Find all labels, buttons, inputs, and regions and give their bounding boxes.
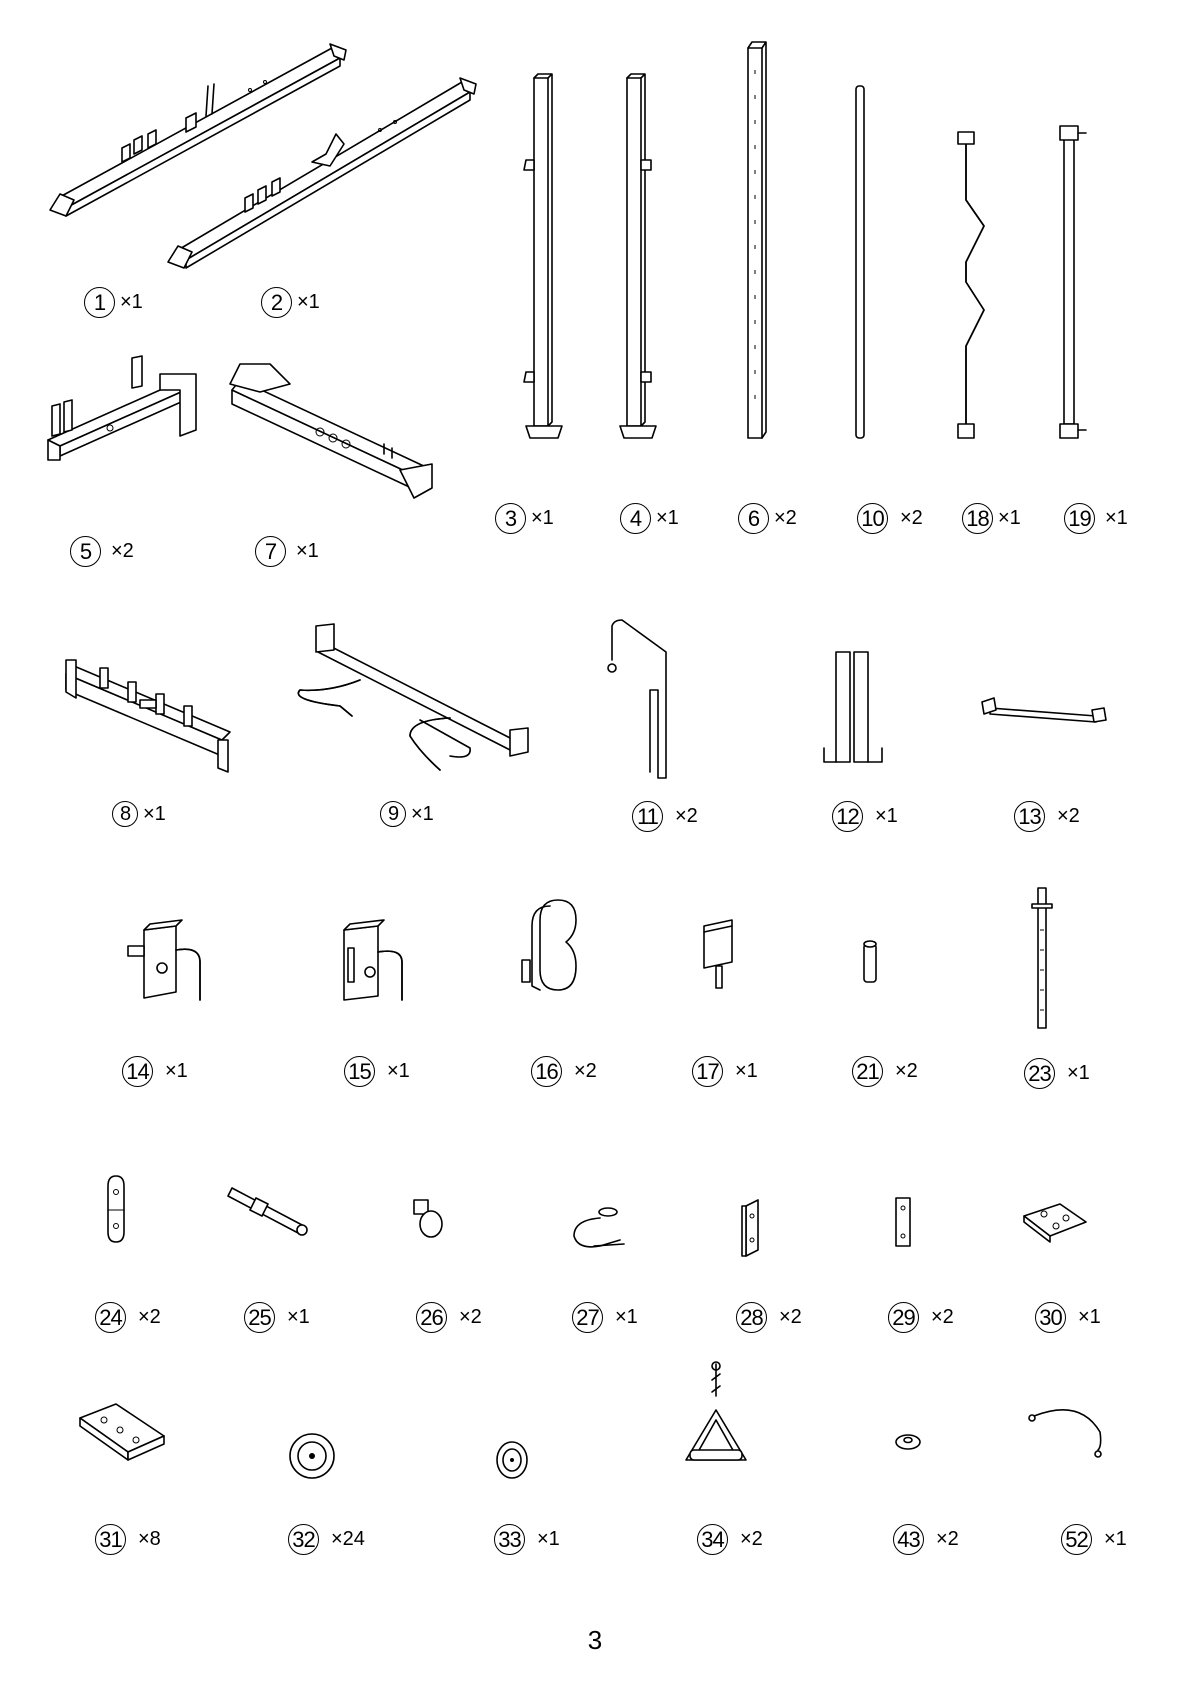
part-label [736, 1302, 802, 1333]
part-quantity: ×8 [138, 1528, 161, 1550]
part-16-drawing [522, 900, 576, 990]
part-quantity: ×2 [774, 507, 797, 529]
part-number: 25 [244, 1302, 275, 1333]
part-number: 13 [1014, 801, 1045, 832]
part-label [122, 1056, 188, 1087]
part-27-drawing [574, 1208, 624, 1247]
part-label [692, 1056, 758, 1087]
part-number: 24 [95, 1302, 126, 1333]
part-quantity: ×1 [1078, 1306, 1101, 1328]
part-34-drawing [686, 1362, 746, 1460]
part-label [962, 503, 1021, 534]
part-label [857, 503, 923, 534]
part-label [495, 503, 554, 534]
part-8-drawing [66, 660, 230, 772]
part-label [344, 1056, 410, 1087]
part-label [84, 287, 143, 318]
part-number: 7 [255, 536, 286, 567]
part-label [697, 1524, 763, 1555]
part-19-drawing [1060, 126, 1086, 438]
part-label [416, 1302, 482, 1333]
part-number: 2 [261, 287, 292, 318]
part-quantity: ×1 [1104, 1528, 1127, 1550]
part-12-drawing [824, 652, 882, 762]
part-quantity: ×1 [615, 1306, 638, 1328]
part-label [70, 536, 134, 567]
part-label [1061, 1524, 1127, 1555]
part-label [380, 801, 434, 827]
part-label [738, 503, 797, 534]
part-quantity: ×1 [143, 802, 166, 825]
part-number: 8 [112, 801, 138, 827]
part-number: 23 [1024, 1058, 1055, 1089]
part-label [244, 1302, 310, 1333]
part-number: 34 [697, 1524, 728, 1555]
part-label [255, 536, 319, 567]
part-label [1014, 801, 1080, 832]
part-label [494, 1524, 560, 1555]
part-13-drawing [982, 698, 1106, 722]
part-quantity: ×1 [120, 291, 143, 313]
part-number: 27 [572, 1302, 603, 1333]
part-number: 29 [888, 1302, 919, 1333]
part-number: 32 [288, 1524, 319, 1555]
part-label [893, 1524, 959, 1555]
part-number: 16 [531, 1056, 562, 1087]
part-number: 19 [1064, 503, 1095, 534]
part-18-drawing [958, 132, 984, 438]
part-5-drawing [48, 356, 196, 460]
part-quantity: ×1 [735, 1060, 758, 1082]
part-number: 15 [344, 1056, 375, 1087]
part-33-drawing [497, 1442, 527, 1478]
part-label [1035, 1302, 1101, 1333]
part-52-drawing [1029, 1410, 1101, 1457]
part-quantity: ×2 [779, 1306, 802, 1328]
part-31-drawing [80, 1404, 164, 1460]
part-number: 33 [494, 1524, 525, 1555]
part-11-drawing [608, 620, 666, 778]
part-number: 30 [1035, 1302, 1066, 1333]
part-quantity: ×2 [740, 1528, 763, 1550]
part-quantity: ×1 [296, 540, 319, 562]
part-quantity: ×1 [537, 1528, 560, 1550]
part-number: 14 [122, 1056, 153, 1087]
part-label [832, 801, 898, 832]
part-10-drawing [856, 86, 864, 438]
part-quantity: ×2 [111, 540, 134, 562]
part-quantity: ×2 [1057, 805, 1080, 827]
part-label [95, 1524, 161, 1555]
part-label [888, 1302, 954, 1333]
part-quantity: ×2 [900, 507, 923, 529]
part-quantity: ×24 [331, 1528, 365, 1550]
part-label [531, 1056, 597, 1087]
part-2-drawing [168, 78, 476, 268]
part-number: 3 [495, 503, 526, 534]
part-17-drawing [704, 920, 732, 988]
part-number: 1 [84, 287, 115, 318]
part-number: 28 [736, 1302, 767, 1333]
part-quantity: ×1 [656, 507, 679, 529]
part-number: 18 [962, 503, 993, 534]
part-quantity: ×1 [531, 507, 554, 529]
part-number: 4 [620, 503, 651, 534]
part-3-drawing [524, 74, 562, 438]
part-4-drawing [620, 74, 656, 438]
part-number: 26 [416, 1302, 447, 1333]
part-14-drawing [128, 920, 200, 1000]
part-30-drawing [1024, 1204, 1086, 1242]
part-label [112, 801, 166, 827]
part-quantity: ×2 [936, 1528, 959, 1550]
part-quantity: ×2 [459, 1306, 482, 1328]
part-6-drawing [748, 42, 766, 438]
part-quantity: ×1 [387, 1060, 410, 1082]
part-quantity: ×2 [138, 1306, 161, 1328]
part-7-drawing [230, 364, 432, 498]
part-quantity: ×2 [895, 1060, 918, 1082]
part-label [632, 801, 698, 832]
part-number: 11 [632, 801, 663, 832]
part-label [572, 1302, 638, 1333]
part-quantity: ×1 [297, 291, 320, 313]
part-label [95, 1302, 161, 1333]
part-15-drawing [344, 920, 402, 1000]
part-number: 5 [70, 536, 101, 567]
part-label [1064, 503, 1128, 534]
part-number: 31 [95, 1524, 126, 1555]
part-9-drawing [298, 624, 528, 770]
part-label [620, 503, 679, 534]
part-number: 12 [832, 801, 863, 832]
part-label [852, 1056, 918, 1087]
part-28-drawing [742, 1200, 758, 1256]
part-26-drawing [414, 1200, 442, 1237]
part-number: 17 [692, 1056, 723, 1087]
part-number: 43 [893, 1524, 924, 1555]
part-quantity: ×1 [1067, 1062, 1090, 1084]
part-23-drawing [1032, 888, 1052, 1028]
part-quantity: ×1 [875, 805, 898, 827]
part-label [1024, 1058, 1090, 1089]
part-label [261, 287, 320, 318]
part-label [288, 1524, 365, 1555]
part-number: 6 [738, 503, 769, 534]
part-number: 10 [857, 503, 888, 534]
part-43-drawing [896, 1435, 920, 1449]
part-quantity: ×2 [574, 1060, 597, 1082]
part-29-drawing [896, 1198, 910, 1246]
part-quantity: ×1 [287, 1306, 310, 1328]
part-quantity: ×1 [165, 1060, 188, 1082]
page-number: 3 [587, 1625, 603, 1655]
part-number: 21 [852, 1056, 883, 1087]
part-number: 9 [380, 801, 406, 827]
part-quantity: ×1 [411, 802, 434, 825]
part-quantity: ×1 [998, 507, 1021, 529]
part-21-drawing [864, 941, 876, 982]
part-quantity: ×2 [675, 805, 698, 827]
part-number: 52 [1061, 1524, 1092, 1555]
part-32-drawing [290, 1434, 334, 1478]
part-24-drawing [108, 1176, 124, 1242]
part-quantity: ×2 [931, 1306, 954, 1328]
part-25-drawing [228, 1188, 307, 1235]
part-quantity: ×1 [1105, 507, 1128, 529]
